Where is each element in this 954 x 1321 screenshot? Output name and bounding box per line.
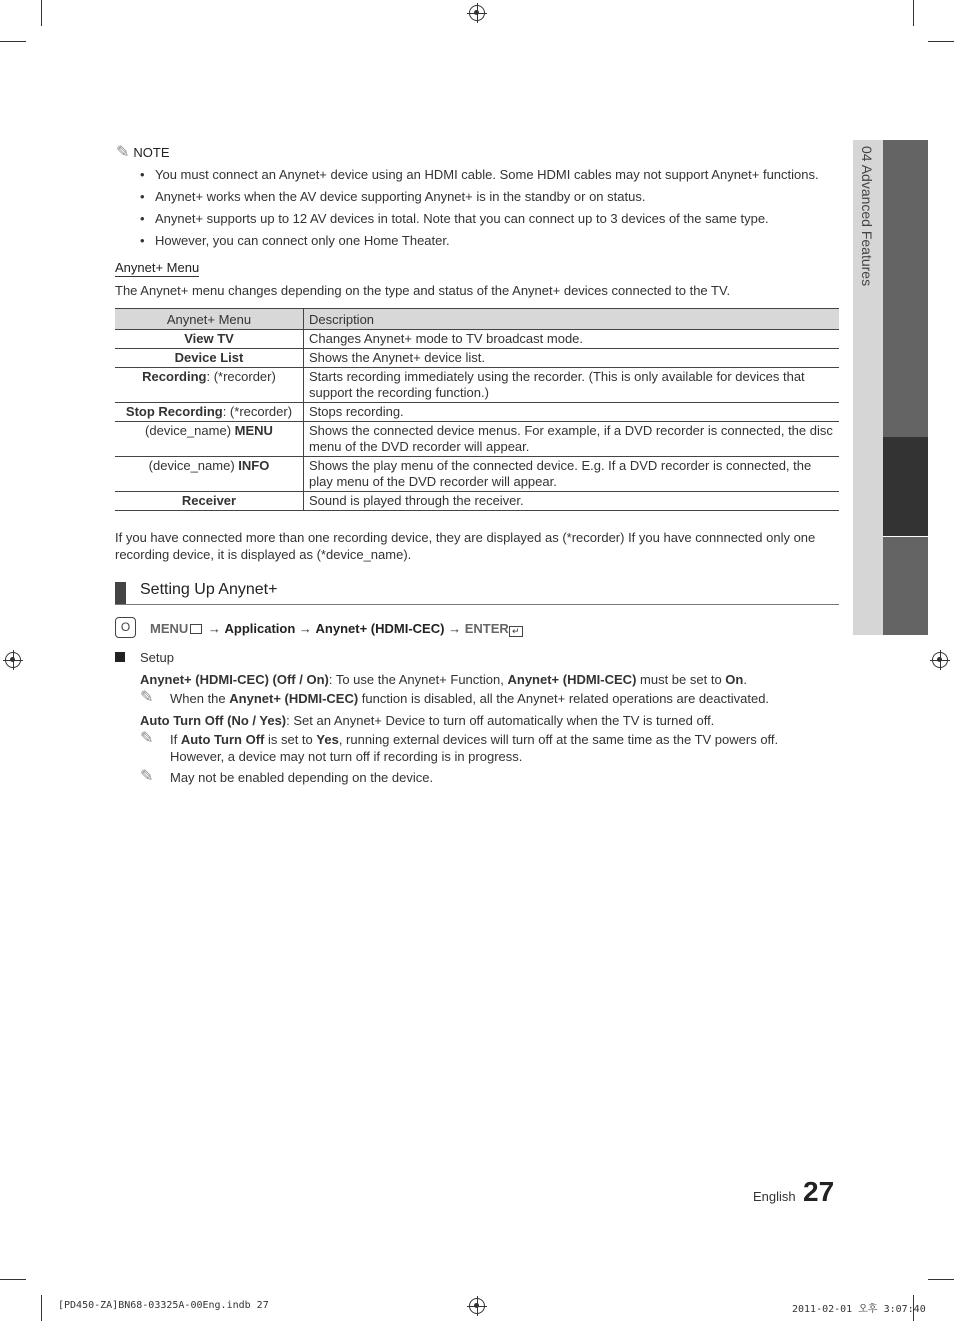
auto-turn-off-note-cont: However, a device may not turn off if recording is in progress. (170, 749, 523, 764)
section-title: Setting Up Anynet+ (140, 581, 278, 598)
crop-mark (0, 1279, 26, 1280)
description-cell: Changes Anynet+ mode to TV broadcast mode. (304, 330, 840, 349)
pencil-icon: ✎ (140, 689, 154, 706)
page-number: 27 (803, 1176, 835, 1207)
footer-language: English (753, 1189, 796, 1204)
hdmi-cec-option: Anynet+ (HDMI-CEC) (Off / On): To use the Anynet+ Function, Anynet+ (HDMI-CEC) must be set to On. (140, 672, 747, 687)
remote-hand-icon: O (115, 617, 136, 638)
crop-mark (41, 0, 42, 26)
menu-cell: (device_name) INFO (115, 457, 304, 492)
menu-grid-icon (190, 624, 202, 634)
registration-mark-icon (469, 5, 485, 21)
table-row (115, 330, 839, 349)
device-note: May not be enabled depending on the device. (170, 770, 434, 785)
description-cell: Stops recording. (304, 403, 840, 422)
recording-note-paragraph: If you have connected more than one recording device, they are displayed as (*recorder) If you have connnected only one recording device, it is displayed as (*device_name). (115, 530, 816, 562)
description-cell: Shows the Anynet+ device list. (304, 349, 840, 368)
crop-mark (928, 1279, 954, 1280)
menu-path: MENU → Application → Anynet+ (HDMI-CEC) → ENTER ↵ (150, 621, 523, 637)
auto-turn-off-note: If Auto Turn Off is set to Yes, running external devices will turn off at the same time as the TV powers off. (170, 732, 779, 747)
description-cell: Shows the connected device menus. For example, if a DVD recorder is connected, the disc menu of the DVD recorder will appear. (304, 422, 840, 457)
pencil-icon: ✎ (116, 144, 130, 161)
chapter-tab-active (883, 437, 928, 536)
table-header-row (115, 309, 839, 330)
crop-mark (913, 0, 914, 26)
table-row (115, 457, 839, 492)
list-item: • Anynet+ works when the AV device supporting Anynet+ is in the standby or on status. (140, 186, 840, 208)
pencil-icon: ✎ (140, 768, 154, 785)
registration-mark-icon (469, 1298, 485, 1314)
chapter-label (853, 140, 883, 635)
registration-mark-icon (932, 652, 948, 668)
description-cell: Starts recording immediately using the recorder. (This is only available for devices that support the recording function.) (304, 368, 840, 403)
list-item: • Anynet+ supports up to 12 AV devices in total. Note that you can connect up to 3 devices of the same type. (140, 208, 840, 230)
menu-cell: Device List (115, 349, 304, 368)
menu-cell: View TV (115, 330, 304, 349)
intro-paragraph: The Anynet+ menu changes depending on the type and status of the Anynet+ devices connected to the TV. (115, 283, 731, 298)
menu-cell: Stop Recording: (*recorder) (115, 403, 304, 422)
list-item: • You must connect an Anynet+ device using an HDMI cable. Some HDMI cables may not support Anynet+ functions. (140, 164, 840, 186)
menu-cell: Receiver (115, 492, 304, 511)
registration-mark-icon (5, 652, 21, 668)
auto-turn-off-option: Auto Turn Off (No / Yes): Set an Anynet+ Device to turn off automatically when the TV is turned off. (140, 713, 715, 728)
crop-mark (0, 41, 26, 42)
hdmi-cec-note: When the Anynet+ (HDMI-CEC) function is disabled, all the Anynet+ related operations are deactivated. (170, 691, 770, 706)
crop-mark (41, 1295, 42, 1321)
square-bullet (115, 652, 125, 662)
enter-icon: ↵ (509, 626, 523, 637)
setup-label: Setup (140, 650, 174, 665)
print-slug-left: [PD450-ZA]BN68-03325A-00Eng.indb 27 (58, 1300, 269, 1311)
table-row (115, 422, 839, 457)
section-divider (115, 604, 839, 605)
chapter-tab-upper (883, 140, 928, 437)
menu-cell: Recording: (*recorder) (115, 368, 304, 403)
print-slug-right: 2011-02-01 오후 3:07:40 (792, 1304, 926, 1315)
subsection-heading: Anynet+ Menu (115, 260, 200, 275)
pencil-icon: ✎ (140, 730, 154, 747)
list-item: • However, you can connect only one Home Theater. (140, 230, 840, 252)
table-row (115, 403, 839, 422)
column-header: Description (304, 309, 840, 330)
anynet-menu-table (115, 308, 839, 511)
column-header: Anynet+ Menu (115, 309, 304, 330)
table-row (115, 492, 839, 511)
crop-mark (928, 41, 954, 42)
description-cell: Sound is played through the receiver. (304, 492, 840, 511)
table-row (115, 368, 839, 403)
section-marker (115, 582, 126, 604)
note-heading: ✎ NOTE (116, 144, 170, 161)
note-list (140, 164, 840, 252)
description-cell: Shows the play menu of the connected device. E.g. If a DVD recorder is connected, the play menu of the DVD recorder will appear. (304, 457, 840, 492)
menu-cell: (device_name) MENU (115, 422, 304, 457)
table-row (115, 349, 839, 368)
chapter-label-text: 04 Advanced Features (859, 146, 875, 287)
chapter-tab-lower (883, 537, 928, 635)
